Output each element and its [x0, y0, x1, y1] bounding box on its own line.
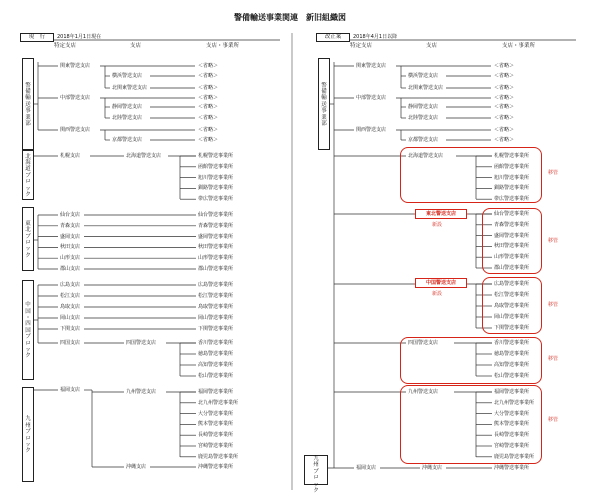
left-tag: 現 行: [20, 33, 54, 42]
left-kyushu-office-2: 大分警送事業所: [198, 410, 234, 417]
right-tohoku-office-5: 郡山警送事業所: [494, 265, 530, 271]
left-tohoku-office-1: 青森警送事業所: [198, 222, 234, 229]
right-hq-kyoto: 京都警送支店: [408, 137, 439, 143]
left-shikoku-office-2: 高知警送事業所: [198, 362, 234, 368]
right-omit-1: ＜省略＞: [494, 63, 515, 69]
left-chugoku-office-0: 広島警送事業所: [198, 282, 234, 288]
right-omit-2: ＜省略＞: [494, 73, 515, 79]
right-hokkaido-office-3: 釧路警送事業所: [494, 185, 530, 192]
left-kyushu-branch: 九州警送支店: [126, 389, 157, 395]
left-hokkaido-sapporo: 札幌支店: [60, 153, 81, 159]
left-chugoku-office-1: 松江警送事業所: [198, 293, 234, 299]
right-tohoku-office-1: 青森警送事業所: [494, 221, 530, 228]
right-hq-hokuriku: 北陸警送支店: [408, 115, 439, 121]
right-kyushu-office-5: 宮崎警送事業所: [494, 443, 530, 449]
right-date: 2018年4月1日以降: [353, 34, 398, 40]
left-tohoku-shiten-0: 仙台支店: [60, 212, 81, 218]
left-hq-chubu: 中部警送支店: [60, 95, 91, 101]
left-tohoku-shiten-5: 郡山支店: [60, 266, 81, 272]
left-block-keibi: 警 備 輸 送 事 業 部: [22, 58, 34, 150]
right-block-keibi: 警 備 輸 送 事 業 部: [318, 58, 330, 150]
left-header-shiten: 支店: [130, 43, 142, 49]
left-chugoku-office-2: 鳥取警送事業所: [198, 304, 234, 310]
left-kyushu-office-5: 宮崎警送事業所: [198, 443, 234, 449]
left-omit-2: ＜省略＞: [198, 73, 219, 79]
left-hokkaido-office-3: 釧路警送事業所: [198, 185, 234, 192]
left-shikoku-office-0: 香川警送事業所: [198, 340, 234, 346]
left-omit-5: ＜省略＞: [198, 104, 219, 110]
right-omit-3: ＜省略＞: [494, 85, 515, 91]
right-tohoku-office-0: 仙台警送事業所: [494, 211, 530, 217]
right-omit-8: ＜省略＞: [494, 137, 515, 143]
right-chugoku-new-branch: 中国警送支店: [415, 278, 467, 288]
left-kyushu-office-1: 北九州警送事業所: [198, 399, 239, 406]
right-hokkaido-office-2: 旭川警送事業所: [494, 174, 530, 181]
left-tohoku-shiten-4: 山形支店: [60, 255, 81, 262]
right-hq-shizuoka: 静岡警送支店: [408, 104, 439, 110]
left-shikoku-office-3: 松山警送事業所: [198, 373, 234, 379]
right-note-transfer-chugoku: 移管: [548, 302, 559, 308]
right-shikoku-branch: 四国警送支店: [408, 340, 439, 346]
right-chugoku-office-1: 松江警送事業所: [494, 292, 530, 298]
left-hokkaido-branch: 北海道警送支店: [126, 153, 162, 159]
left-chugoku-shiten-2: 鳥取支店: [60, 304, 81, 310]
left-kyushu-office-3: 熊本警送事業所: [198, 421, 234, 428]
right-kyushu-office-2: 大分警送事業所: [494, 410, 530, 417]
right-block-kyushu: 九 州 ブ ロ ッ ク: [304, 455, 328, 485]
right-hokkaido-office-0: 札幌警送事業所: [494, 153, 530, 159]
left-tohoku-office-0: 仙台警送事業所: [198, 212, 234, 218]
left-tohoku-shiten-2: 盛岡支店: [60, 233, 81, 240]
right-hokkaido-office-1: 函館警送事業所: [494, 163, 530, 170]
right-hq-tokyo: 関東警送支店: [356, 63, 387, 69]
right-kyushu-fukuoka: 福岡支店: [356, 465, 377, 471]
right-shikoku-office-2: 高知警送事業所: [494, 362, 530, 368]
right-header-tokutei: 特定支店: [350, 43, 373, 49]
right-note-transfer-kyushu: 移管: [548, 417, 559, 423]
left-kyushu-okinawa: 沖縄支店: [126, 464, 147, 470]
right-shikoku-office-1: 徳島警送事業所: [494, 351, 530, 357]
left-omit-3: ＜省略＞: [198, 85, 219, 91]
left-block-kyushu: 九 州 ブ ロ ッ ク: [22, 387, 34, 482]
right-hq-kitakanto: 北関東警送支店: [408, 85, 444, 91]
left-kyushu-okinawa-office: 沖縄警送事業所: [198, 464, 234, 470]
left-hq-shizuoka: 静岡警送支店: [112, 104, 143, 110]
right-chugoku-office-0: 広島警送事業所: [494, 281, 530, 287]
left-omit-7: ＜省略＞: [198, 127, 219, 133]
left-hq-kansai: 関西警送支店: [60, 127, 91, 133]
right-note-transfer-hokkaido: 移管: [548, 170, 559, 176]
right-kyushu-office-0: 福岡警送事業所: [494, 389, 530, 395]
right-chugoku-office-2: 鳥取警送事業所: [494, 303, 530, 309]
left-hokkaido-office-0: 札幌警送事業所: [198, 153, 234, 159]
left-header-office: 支店・事業所: [206, 43, 240, 49]
left-tohoku-office-2: 盛岡警送事業所: [198, 233, 234, 240]
left-tohoku-shiten-3: 秋田支店: [60, 244, 81, 251]
left-kyushu-office-0: 福岡警送事業所: [198, 389, 234, 395]
right-shikoku-office-0: 香川警送事業所: [494, 340, 530, 346]
left-hq-tokyo: 関東警送支店: [60, 63, 91, 69]
right-tohoku-office-3: 秋田警送事業所: [494, 243, 530, 250]
left-tohoku-office-4: 山形警送事業所: [198, 255, 234, 262]
right-kyushu-branch: 九州警送支店: [408, 389, 439, 395]
left-hq-yokohama: 横浜警送支店: [112, 73, 143, 79]
right-shikoku-office-3: 松山警送事業所: [494, 373, 530, 379]
right-kyushu-office-4: 長崎警送事業所: [494, 432, 530, 439]
right-kyushu-office-1: 北九州警送事業所: [494, 399, 535, 406]
left-chugoku-shiten-1: 松江支店: [60, 293, 81, 299]
page-title: 警備輸送事業関連 新旧組織図: [234, 13, 346, 22]
right-kyushu-okinawa: 沖縄支店: [422, 465, 443, 471]
left-hq-kitakanto: 北関東警送支店: [112, 85, 148, 91]
right-hokkaido-branch: 北海道警送支店: [408, 153, 444, 159]
left-omit-1: ＜省略＞: [198, 63, 219, 69]
left-hokkaido-office-2: 旭川警送事業所: [198, 174, 234, 181]
left-tohoku-shiten-1: 青森支店: [60, 222, 81, 229]
left-date: 2018年1月1日現在: [57, 34, 102, 40]
left-hq-hokuriku: 北陸警送支店: [112, 115, 143, 121]
right-kyushu-office-6: 鹿児島警送事業所: [494, 453, 535, 460]
right-note-transfer-shikoku: 移管: [548, 356, 559, 362]
left-block-chugoku: 中 国 ・ 四 国 ブ ロ ッ ク: [22, 280, 34, 380]
left-omit-8: ＜省略＞: [198, 137, 219, 143]
right-chugoku-office-3: 岡山警送事業所: [494, 314, 530, 320]
right-omit-5: ＜省略＞: [494, 104, 515, 110]
right-hq-chubu: 中部警送支店: [356, 95, 387, 101]
right-note-new-chugoku: 新設: [432, 291, 443, 297]
right-hokkaido-office-4: 帯広警送事業所: [494, 196, 530, 203]
right-chugoku-office-4: 下関警送事業所: [494, 325, 530, 331]
left-shikoku-branch: 四国警送支店: [126, 340, 157, 346]
right-omit-4: ＜省略＞: [494, 95, 515, 101]
left-tohoku-office-3: 秋田警送事業所: [198, 244, 234, 251]
left-hokkaido-office-4: 帯広警送事業所: [198, 196, 234, 203]
right-omit-6: ＜省略＞: [494, 115, 515, 121]
right-kyushu-office-3: 熊本警送事業所: [494, 421, 530, 428]
left-hokkaido-office-1: 函館警送事業所: [198, 163, 234, 170]
left-tohoku-office-5: 郡山警送事業所: [198, 266, 234, 272]
left-block-hokkaido: 北 海 道 ブ ロ ッ ク: [22, 150, 34, 200]
left-kyushu-office-6: 鹿児島警送事業所: [198, 453, 239, 460]
right-header-shiten: 支店: [426, 43, 438, 49]
left-header-tokutei: 特定支店: [54, 43, 77, 49]
right-note-new-tohoku: 新設: [432, 222, 443, 228]
left-chugoku-shiten-4: 下関支店: [60, 326, 81, 332]
left-omit-4: ＜省略＞: [198, 95, 219, 101]
left-block-tohoku: 東 北 ブ ロ ッ ク: [22, 207, 34, 271]
right-note-transfer-tohoku: 移管: [548, 238, 559, 244]
right-hq-kansai: 関西警送支店: [356, 127, 387, 133]
right-tohoku-office-2: 盛岡警送事業所: [494, 232, 530, 239]
left-omit-6: ＜省略＞: [198, 115, 219, 121]
right-tohoku-office-4: 山形警送事業所: [494, 254, 530, 261]
left-chugoku-shiten-0: 広島支店: [60, 282, 81, 288]
right-tag: 改正案: [316, 33, 350, 42]
left-kyushu-fukuoka: 福岡支店: [60, 387, 81, 393]
left-chugoku-office-3: 岡山警送事業所: [198, 315, 234, 321]
left-shikoku-office-1: 徳島警送事業所: [198, 351, 234, 357]
right-kyushu-okinawa-office: 沖縄警送事業所: [494, 465, 530, 471]
left-chugoku-office-4: 下関警送事業所: [198, 326, 234, 332]
right-tohoku-new-branch: 東北警送支店: [415, 209, 467, 219]
left-kyushu-office-4: 長崎警送事業所: [198, 432, 234, 439]
left-hq-kyoto: 京都警送支店: [112, 137, 143, 143]
right-omit-7: ＜省略＞: [494, 127, 515, 133]
left-chugoku-shiten-3: 岡山支店: [60, 315, 81, 321]
right-hq-yokohama: 横浜警送支店: [408, 73, 439, 79]
right-header-office: 支店・事業所: [502, 43, 536, 49]
left-shikoku-shiten: 四国支店: [60, 340, 81, 346]
